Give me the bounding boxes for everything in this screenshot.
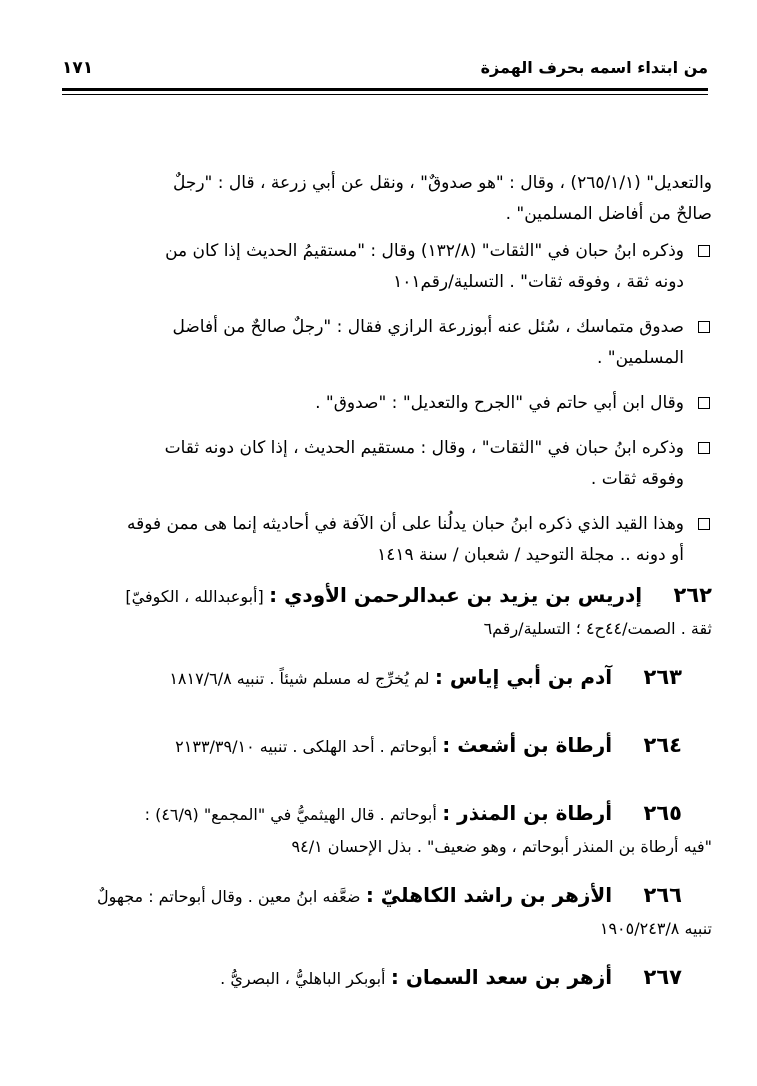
entry-text: أبوحاتم . أحد الهلكى . تنبيه ٢١٣٣/٣٩/١٠ [175,737,437,756]
entry-name: أزهر بن سعد السمان : [390,965,613,989]
bullet-line: دونه ثقة ، وفوقه ثقات" . التسلية/رقم١٠١ [393,272,684,292]
header-rule-thick [62,88,708,91]
entry-continuation: ثقة . الصمت/٤٤ح٤ ؛ التسلية/رقم٦ [483,619,712,638]
bullet-item [58,236,712,298]
entry-264 [58,727,712,765]
bullet-line: وذكره ابنُ حبان في "الثقات" ، وقال : مستقيم الحديث ، إذا كان دونه ثقات [164,438,684,458]
square-bullet-icon [698,321,710,333]
entry-267 [58,959,712,997]
bullet-line: وهذا القيد الذي ذكره ابنُ حبان يدلُنا على أن الآفة في أحاديثه إنما هى ممن فوقه [126,514,684,534]
bullet-item [58,388,712,419]
entry-text: أبوبكر الباهليُّ ، البصريُّ . [220,969,386,988]
square-bullet-icon [698,245,710,257]
bullet-line: أو دونه .. مجلة التوحيد / شعبان / سنة ١٤١٩ [377,545,684,565]
bullet-line: صدوق متماسك ، سُئل عنه أبوزرعة الرازي فقال : "رجلٌ صالحٌ من أفاضل [172,317,684,337]
bullet-item [58,312,712,374]
entry-263 [58,659,712,697]
square-bullet-icon [698,397,710,409]
bullet-item [58,433,712,495]
page-header [62,56,708,82]
entry-text: لم يُخرِّج له مسلم شيئاً . تنبيه ١٨١٧/٦/٨ [169,669,430,688]
entry-name: أرطاة بن أشعث : [442,733,613,757]
intro-paragraph [58,168,712,230]
entry-number: ٢٦٥ [643,801,682,825]
page-body [58,168,712,1007]
entry-266 [58,877,712,943]
entry-continuation: تنبيه ١٩٠٥/٢٤٣/٨ [599,919,712,938]
entry-text: ضعَّفه ابنُ معين . وقال أبوحاتم : مجهولٌ [96,887,361,906]
entry-number: ٢٦٦ [643,883,682,907]
bullet-line: وفوقه ثقات . [590,469,684,489]
bullet-line: المسلمين" . [596,348,684,368]
header-rule-thin [62,94,708,95]
intro-line: والتعديل" (٢٦٥/١/١) ، وقال : "هو صدوقٌ" ، ونقل عن أبي زرعة ، قال : "رجلٌ [172,173,712,193]
entry-name: الأزهر بن راشد الكاهليّ : [365,883,613,907]
entry-name: أرطاة بن المنذر : [442,801,613,825]
entry-number: ٢٦٧ [643,965,682,989]
page-number: ١٧١ [62,58,94,78]
entry-text: [أبوعبدالله ، الكوفيّ] [125,587,264,606]
entry-name: إدريس بن يزيد بن عبدالرحمن الأودي : [269,583,643,607]
entry-number: ٢٦٢ [673,583,712,607]
intro-line: صالحٌ من أفاضل المسلمين" . [505,204,712,224]
square-bullet-icon [698,518,710,530]
bullet-line: وقال ابن أبي حاتم في "الجرح والتعديل" : "صدوق" . [315,393,684,413]
bullet-line: وذكره ابنُ حبان في "الثقات" (١٣٢/٨) وقال : "مستقيمُ الحديث إذا كان من [165,241,684,261]
entry-265 [58,795,712,861]
entry-number: ٢٦٤ [643,733,682,757]
bullet-item [58,509,712,571]
chapter-title: من ابتداء اسمه بحرف الهمزة [480,58,708,77]
square-bullet-icon [698,442,710,454]
entry-text: أبوحاتم . قال الهيثميُّ في "المجمع" (٤٦/٩) : [144,805,437,824]
entry-continuation: "فيه أرطاة بن المنذر أبوحاتم ، وهو ضعيف" . بذل الإحسان ٩٤/١ [291,837,712,856]
entry-262 [58,577,712,643]
entry-number: ٢٦٣ [643,665,682,689]
entry-name: آدم بن أبي إياس : [434,665,613,689]
